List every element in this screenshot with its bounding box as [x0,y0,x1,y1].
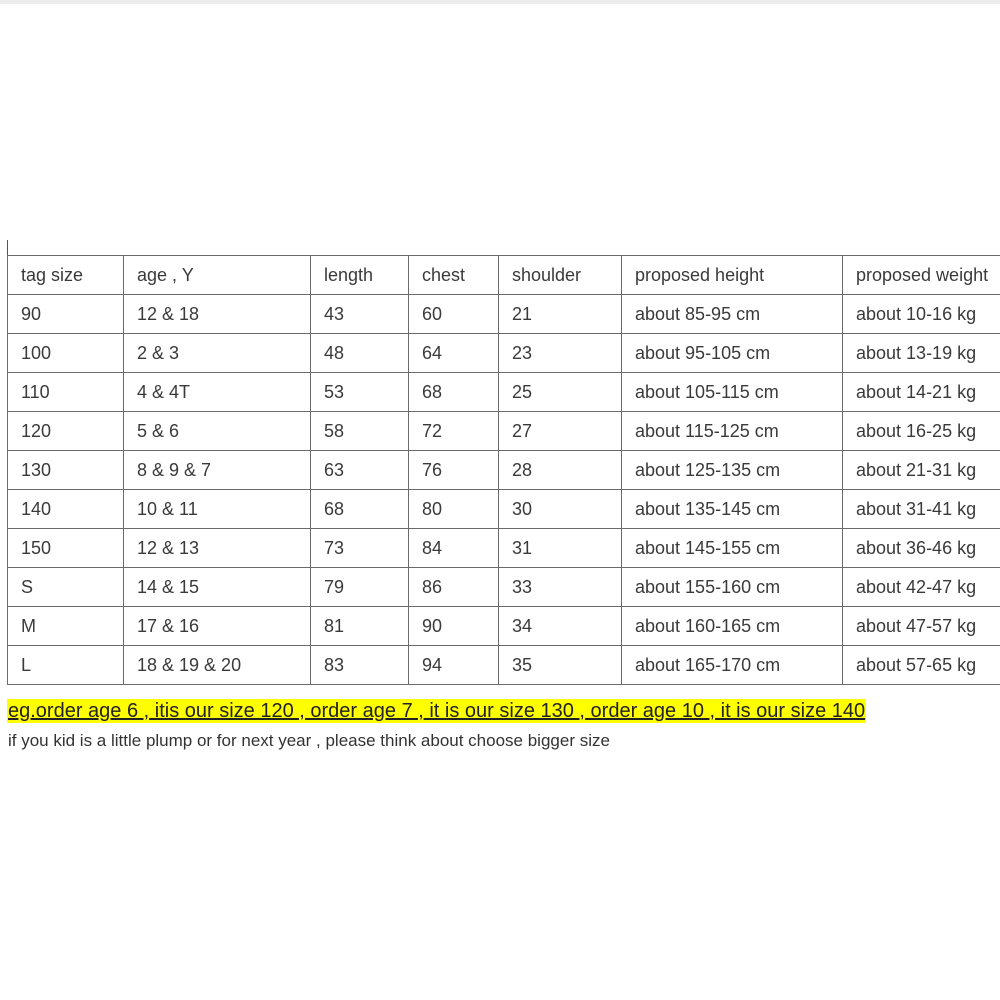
cell-shoulder: 35 [499,646,622,685]
cell-shoulder: 33 [499,568,622,607]
cell-tag-size: L [8,646,124,685]
cell-age: 12 & 13 [124,529,311,568]
cell-tag-size: 140 [8,490,124,529]
cell-age: 17 & 16 [124,607,311,646]
size-chart-table [7,255,1000,685]
cell-age: 5 & 6 [124,412,311,451]
table-row [8,412,1000,451]
size-advice-note: if you kid is a little plump or for next year , please think about choose bigger size [8,731,610,750]
cell-length: 48 [311,334,409,373]
cell-proposed-weight: about 21-31 kg [843,451,1000,490]
cell-length: 58 [311,412,409,451]
cell-chest: 86 [409,568,499,607]
cell-age: 14 & 15 [124,568,311,607]
table-row [8,607,1000,646]
cell-proposed-weight: about 31-41 kg [843,490,1000,529]
header-proposed-weight: proposed weight [843,256,1000,295]
cell-proposed-weight: about 42-47 kg [843,568,1000,607]
cell-shoulder: 28 [499,451,622,490]
cell-age: 18 & 19 & 20 [124,646,311,685]
cell-age: 2 & 3 [124,334,311,373]
header-proposed-height: proposed height [622,256,843,295]
cell-chest: 80 [409,490,499,529]
table-row [8,646,1000,685]
cell-length: 83 [311,646,409,685]
cell-tag-size: 120 [8,412,124,451]
cell-shoulder: 23 [499,334,622,373]
cell-proposed-weight: about 14-21 kg [843,373,1000,412]
table-row [8,568,1000,607]
table-row [8,373,1000,412]
cell-proposed-height: about 135-145 cm [622,490,843,529]
cell-proposed-weight: about 57-65 kg [843,646,1000,685]
top-border-strip [0,0,1000,4]
header-shoulder: shoulder [499,256,622,295]
cell-chest: 84 [409,529,499,568]
cell-proposed-weight: about 36-46 kg [843,529,1000,568]
table-row [8,529,1000,568]
cell-proposed-weight: about 10-16 kg [843,295,1000,334]
cell-shoulder: 25 [499,373,622,412]
header-chest: chest [409,256,499,295]
table-row [8,451,1000,490]
cell-proposed-weight: about 16-25 kg [843,412,1000,451]
cell-length: 68 [311,490,409,529]
cell-chest: 94 [409,646,499,685]
cell-proposed-weight: about 13-19 kg [843,334,1000,373]
cell-chest: 64 [409,334,499,373]
highlighted-size-example-note: eg.order age 6 , itis our size 120 , order age 7 , it is our size 130 , order age 10 , it is our size 140 [8,700,866,722]
cell-proposed-height: about 115-125 cm [622,412,843,451]
cell-tag-size: 100 [8,334,124,373]
cell-shoulder: 31 [499,529,622,568]
table-header-row [8,256,1000,295]
cell-shoulder: 30 [499,490,622,529]
cell-tag-size: 130 [8,451,124,490]
cell-length: 63 [311,451,409,490]
cell-proposed-height: about 145-155 cm [622,529,843,568]
cell-length: 79 [311,568,409,607]
cell-chest: 68 [409,373,499,412]
cell-chest: 60 [409,295,499,334]
header-length: length [311,256,409,295]
cell-proposed-height: about 85-95 cm [622,295,843,334]
cell-shoulder: 34 [499,607,622,646]
cell-tag-size: 110 [8,373,124,412]
cell-proposed-height: about 160-165 cm [622,607,843,646]
cell-chest: 90 [409,607,499,646]
header-tag-size: tag size [8,256,124,295]
cell-shoulder: 27 [499,412,622,451]
cell-proposed-height: about 155-160 cm [622,568,843,607]
cell-age: 10 & 11 [124,490,311,529]
cell-length: 81 [311,607,409,646]
cell-proposed-height: about 165-170 cm [622,646,843,685]
cell-age: 12 & 18 [124,295,311,334]
cell-length: 53 [311,373,409,412]
table-row [8,295,1000,334]
header-age: age , Y [124,256,311,295]
cell-chest: 72 [409,412,499,451]
table-row [8,334,1000,373]
table-row [8,490,1000,529]
cell-proposed-height: about 105-115 cm [622,373,843,412]
cell-tag-size: 150 [8,529,124,568]
cell-tag-size: M [8,607,124,646]
cell-proposed-height: about 125-135 cm [622,451,843,490]
cell-proposed-weight: about 47-57 kg [843,607,1000,646]
cell-proposed-height: about 95-105 cm [622,334,843,373]
cell-age: 4 & 4T [124,373,311,412]
cell-length: 73 [311,529,409,568]
cell-chest: 76 [409,451,499,490]
cell-age: 8 & 9 & 7 [124,451,311,490]
cell-tag-size: 90 [8,295,124,334]
table-edge-mark [7,240,8,255]
cell-shoulder: 21 [499,295,622,334]
cell-length: 43 [311,295,409,334]
cell-tag-size: S [8,568,124,607]
